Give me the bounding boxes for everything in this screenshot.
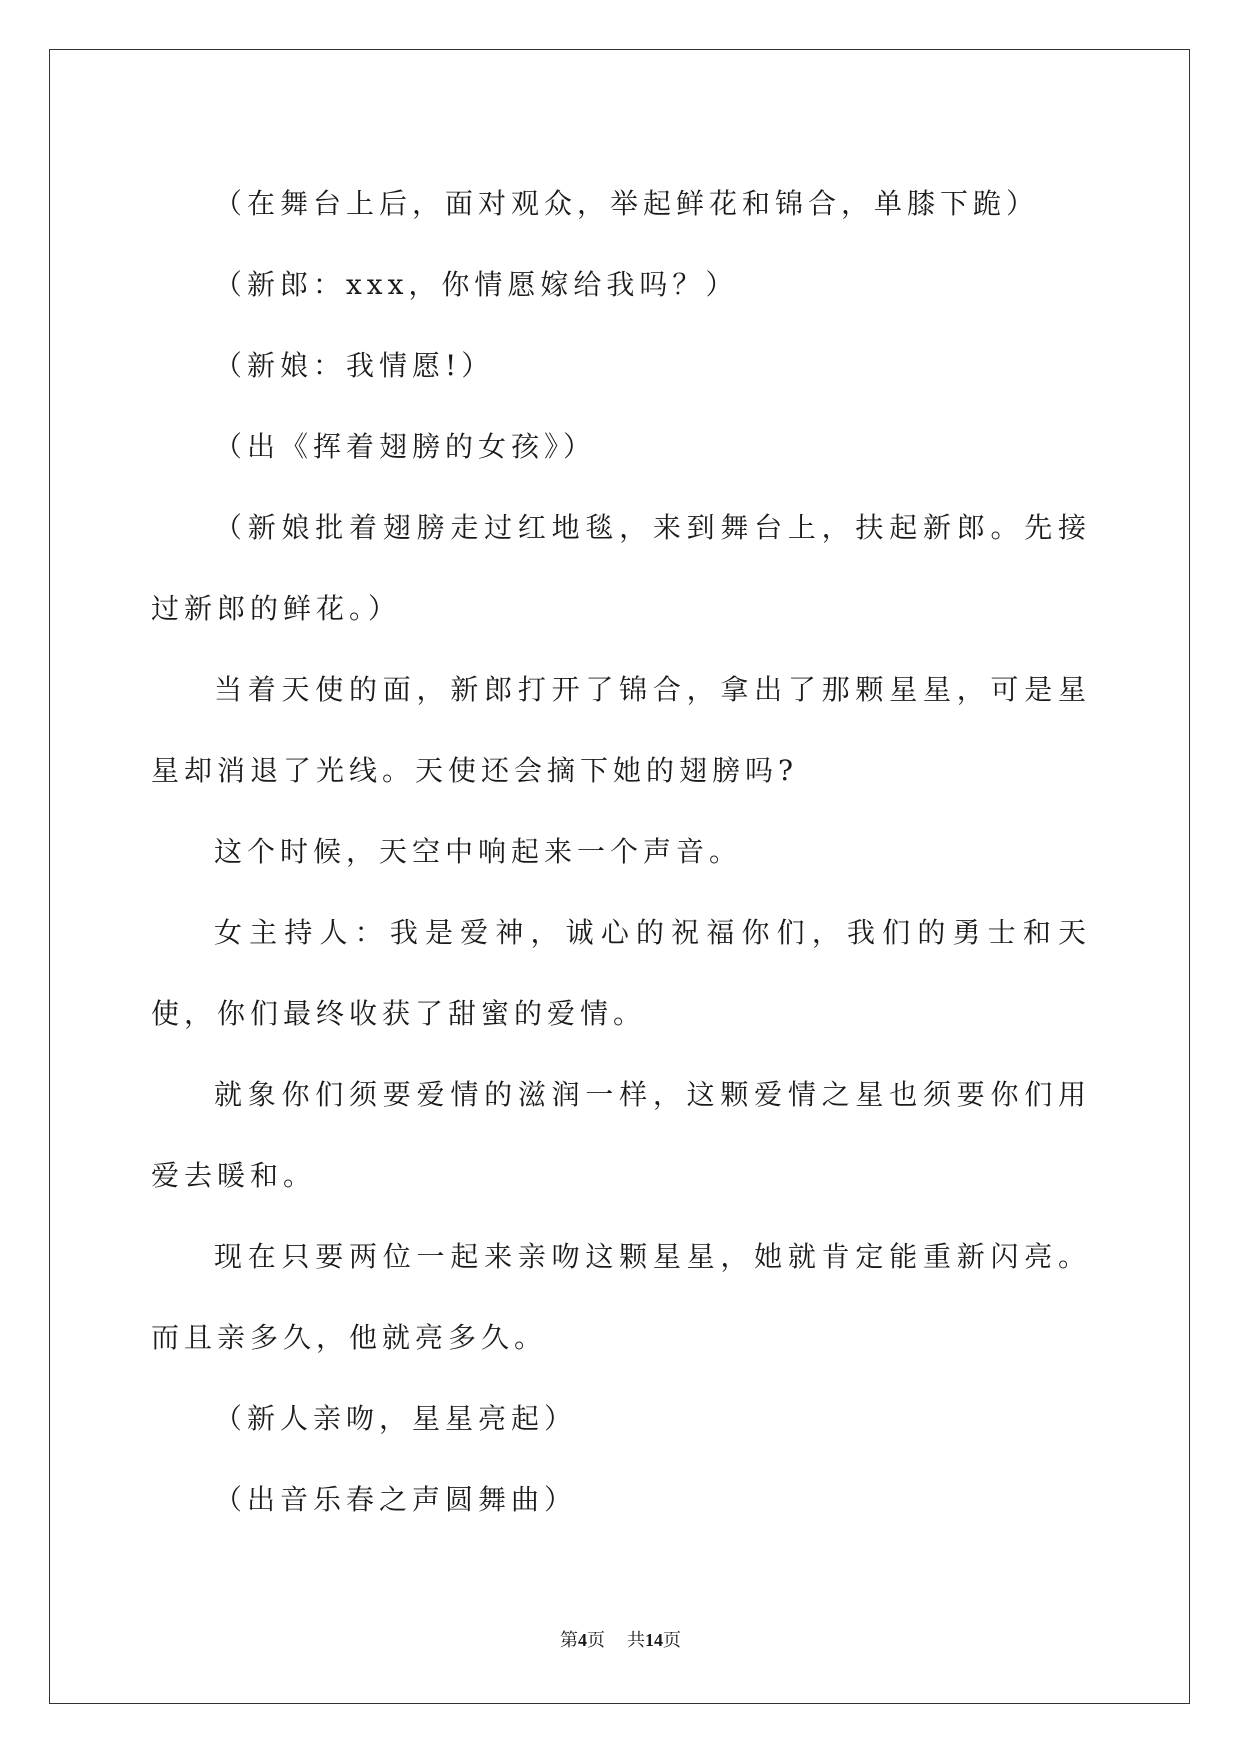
paragraph: 女主持人：我是爱神，诚心的祝福你们，我们的勇士和天使，你们最终收获了甜蜜的爱情。	[151, 916, 1091, 1030]
page-prefix: 第	[560, 1630, 578, 1650]
page-suffix: 页	[587, 1630, 605, 1650]
total-suffix: 页	[663, 1630, 681, 1650]
paragraph: 当着天使的面，新郎打开了锦合，拿出了那颗星星，可是星星却消退了光线。天使还会摘下她的翅膀吗?	[151, 673, 1091, 787]
paragraph: （新娘：我情愿!）	[214, 349, 495, 382]
paragraph: 就象你们须要爱情的滋润一样，这颗爱情之星也须要你们用爱去暖和。	[151, 1078, 1091, 1192]
paragraph: （在舞台上后，面对观众，举起鲜花和锦合，单膝下跪）	[214, 187, 1040, 220]
total-pages: 14	[645, 1630, 663, 1650]
paragraph: 这个时候，天空中响起来一个声音。	[214, 835, 743, 868]
paragraph: （新郎：xxx，你情愿嫁给我吗？）	[214, 268, 739, 301]
paragraph: （出音乐春之声圆舞曲）	[214, 1483, 578, 1516]
paragraph: （出《挥着翅膀的女孩》）	[214, 430, 597, 463]
page-footer	[0, 1626, 1241, 1652]
page-number: 4	[578, 1630, 587, 1650]
total-prefix: 共	[627, 1630, 645, 1650]
document-body	[151, 163, 1091, 1540]
paragraph: 现在只要两位一起来亲吻这颗星星，她就肯定能重新闪亮。而且亲多久，他就亮多久。	[151, 1240, 1091, 1354]
paragraph: （新娘批着翅膀走过红地毯，来到舞台上，扶起新郎。先接过新郎的鲜花。）	[151, 511, 1091, 625]
paragraph: （新人亲吻，星星亮起）	[214, 1402, 578, 1435]
